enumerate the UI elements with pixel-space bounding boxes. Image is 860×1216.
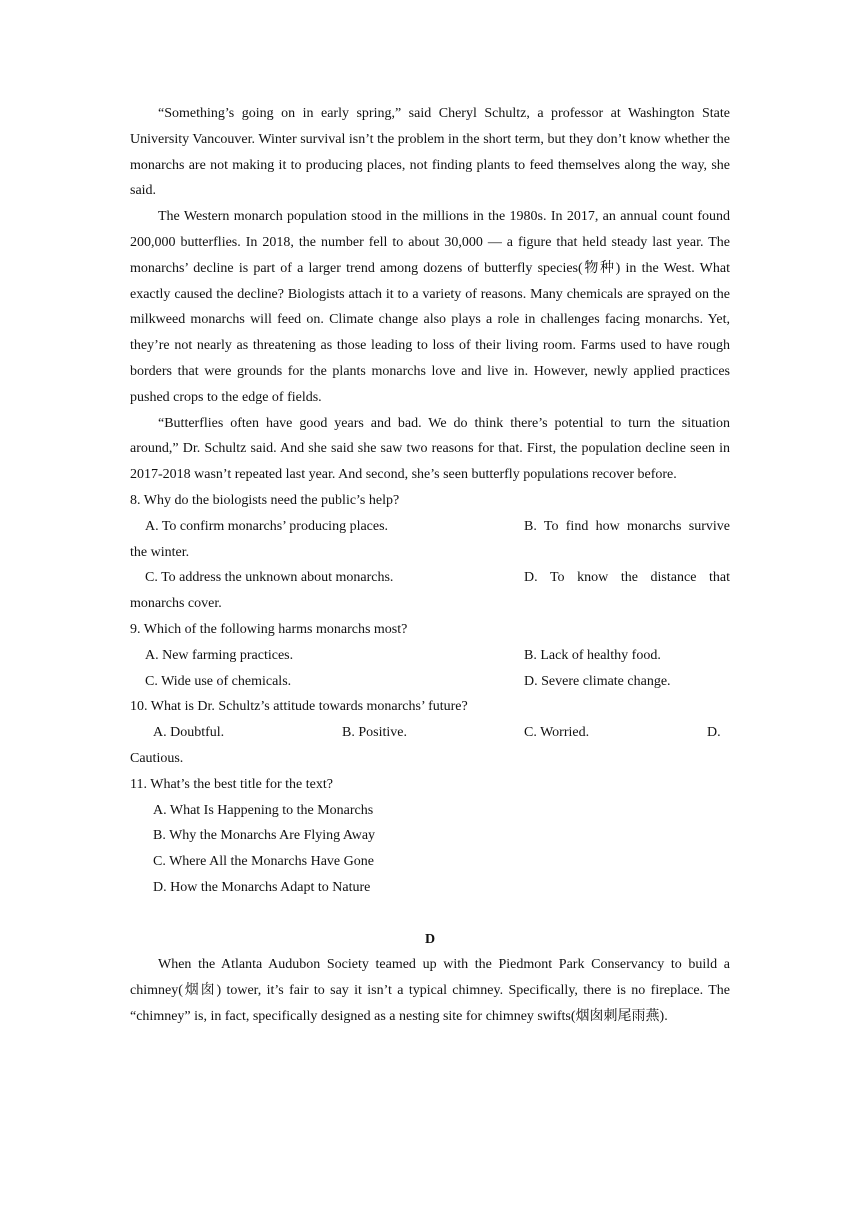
question-8-option-a: A. To confirm monarchs’ producing places.: [145, 518, 389, 534]
passage-c-paragraph-2: The Western monarch population stood in the millions in the 1980s. In 2017, an annual count found 200,000 butterflies. In 2018, the number fell to about 30,000 — a figure that held steady last year. The monarchs’ decline is part of a larger trend among dozens of butterfly species(物种) in the West. What exactly caused the decline? Biologists attach it to a variety of reasons. Many chemicals are sprayed on the milkweed monarchs will feed on. Climate change also plays a role in challenges facing monarchs. Yet, they’re not nearly as threatening as those leading to loss of their living room. Farms used to have rough borders that were grounds for the plants monarchs love and live in. However, newly applied practices pushed crops to the edge of fields.: [130, 209, 730, 405]
question-10-option-c: C. Worried.: [524, 725, 590, 741]
question-10-option-b: B. Positive.: [342, 725, 407, 741]
question-11-option-b: B. Why the Monarchs Are Flying Away: [153, 828, 376, 844]
question-8: [130, 488, 730, 617]
question-9-option-b: B. Lack of healthy food.: [524, 647, 661, 663]
question-9-row-2: [130, 669, 730, 695]
passage-c-paragraph-3: “Butterflies often have good years and bad. We do think there’s potential to turn the situation around,” Dr. Schultz said. And she said she saw two reasons for that. First, the population decline seen in 2017-2018 wasn’t repeated last year. And second, she’s seen butterfly populations recover before.: [130, 415, 730, 483]
question-9-option-c: C. Wide use of chemicals.: [145, 673, 292, 689]
question-8-option-b-continued: the winter.: [130, 544, 190, 560]
question-11-option-a: A. What Is Happening to the Monarchs: [153, 802, 374, 818]
question-9-stem: 9. Which of the following harms monarchs most?: [130, 621, 408, 637]
question-10-stem: 10. What is Dr. Schultz’s attitude towards monarchs’ future?: [130, 699, 468, 715]
question-9-option-a: A. New farming practices.: [145, 647, 294, 663]
passage-d-paragraph-1: When the Atlanta Audubon Society teamed up with the Piedmont Park Conservancy to build a chimney(烟囱) tower, it’s fair to say it isn’t a typical chimney. Specifically, there is no fireplace. The “chimney” is, in fact, specifically designed as a nesting site for chimney swifts(烟囱刺尾雨燕).: [130, 957, 730, 1024]
question-9: [130, 617, 730, 694]
question-11-option-c: C. Where All the Monarchs Have Gone: [153, 854, 374, 870]
question-8-option-d-continued: monarchs cover.: [130, 596, 222, 612]
question-9-row-1: [130, 643, 730, 669]
passage-d-heading: D: [424, 931, 436, 947]
question-11-stem: 11. What’s the best title for the text?: [130, 776, 333, 792]
question-8-option-b: B. To find how monarchs survive: [524, 518, 730, 534]
question-11: [130, 772, 730, 901]
question-11-option-d: D. How the Monarchs Adapt to Nature: [153, 879, 371, 895]
question-8-row-2: [130, 565, 730, 591]
question-10-option-d-continued: Cautious.: [130, 750, 184, 766]
question-8-option-c: C. To address the unknown about monarchs.: [145, 570, 394, 586]
question-8-option-d: D. To know the distance that: [524, 570, 730, 586]
passage-c-paragraph-1: “Something’s going on in early spring,” said Cheryl Schultz, a professor at Washington State University Vancouver. Winter survival isn’t the problem in the short term, but they don’t know whether the monarchs are not making it to producing places, not finding plants to feed themselves along the way, she said.: [130, 106, 730, 199]
question-8-row-1: [130, 514, 730, 540]
question-9-option-d: D. Severe climate change.: [524, 673, 671, 689]
question-8-stem: 8. Why do the biologists need the public’s help?: [130, 492, 400, 508]
question-10-options: [130, 720, 730, 746]
document-page: [130, 101, 730, 1030]
question-10-option-a: A. Doubtful.: [153, 725, 225, 741]
question-10: [130, 694, 730, 771]
question-10-option-d: D.: [707, 725, 721, 741]
